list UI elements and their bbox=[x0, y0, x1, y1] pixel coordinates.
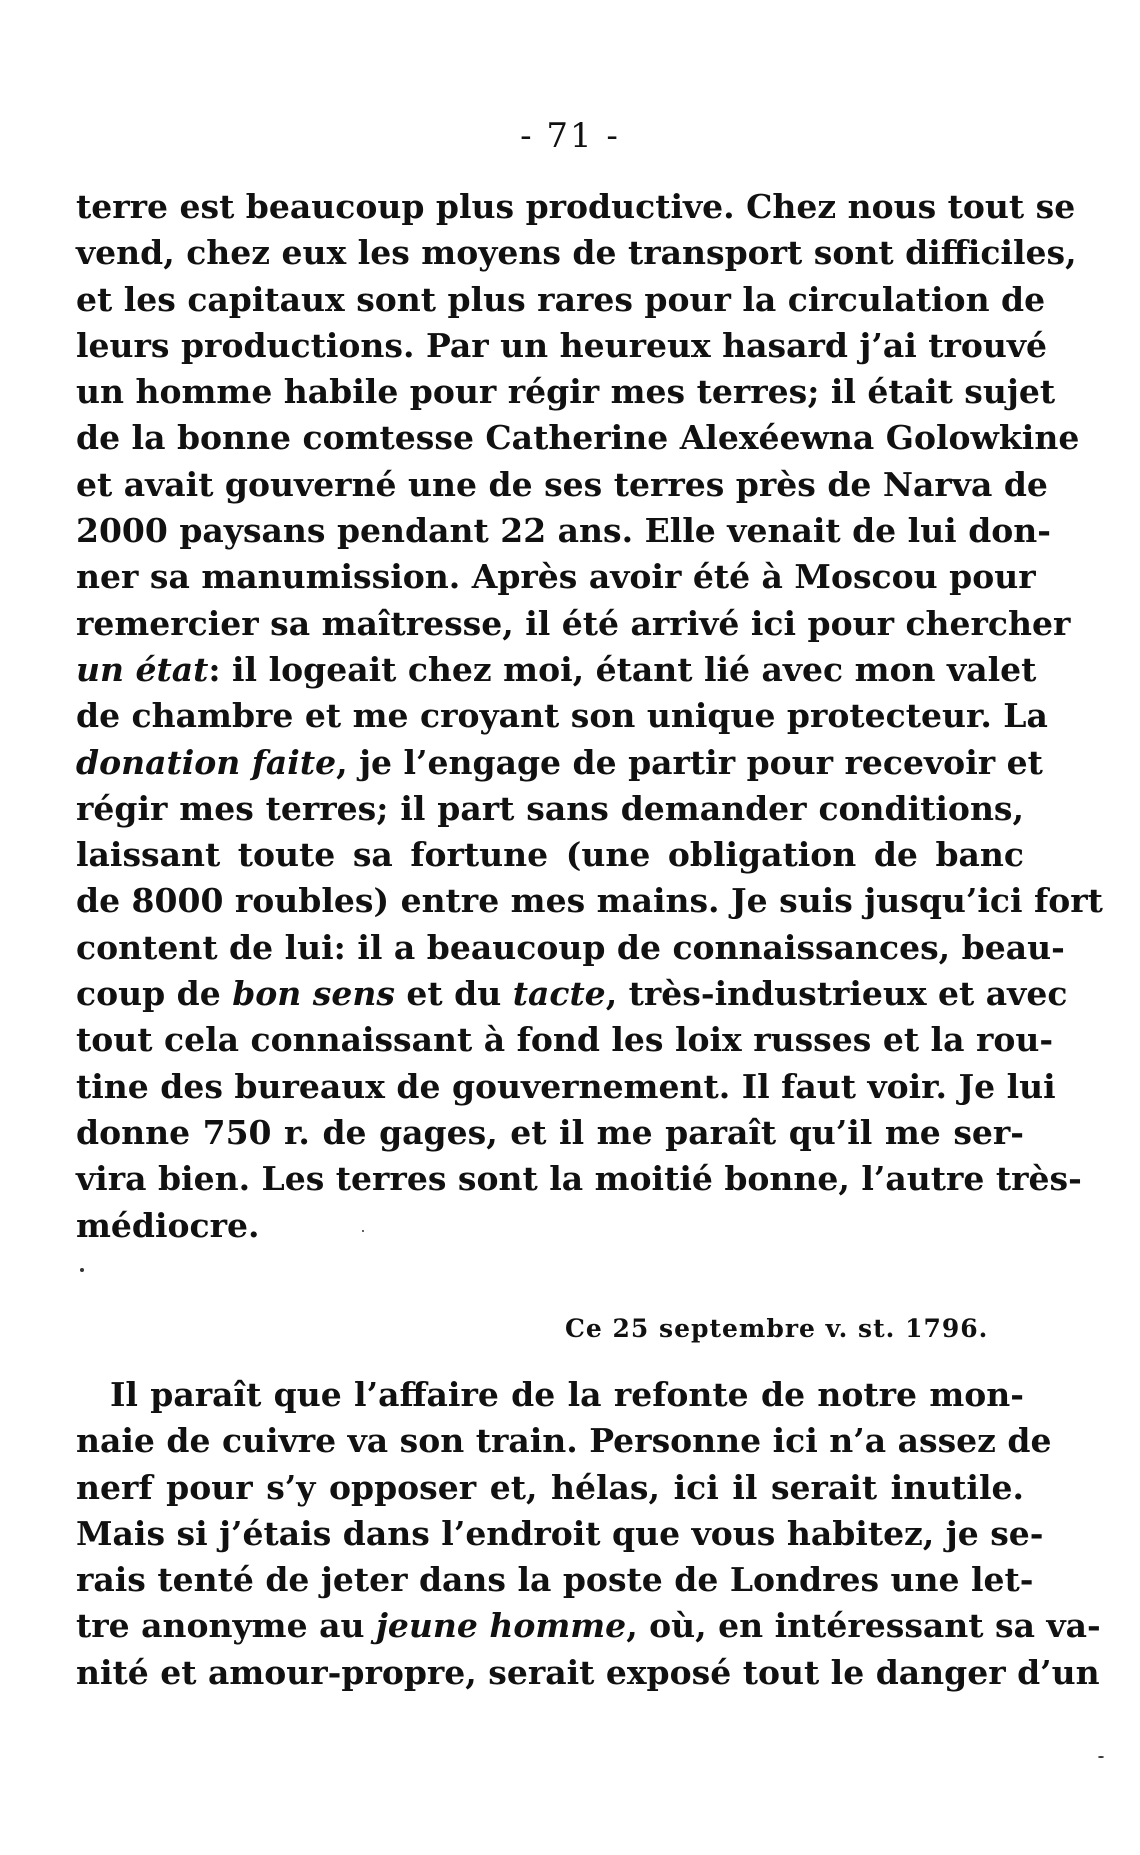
page-number: - 71 - bbox=[520, 116, 620, 156]
text-line: un homme habile pour régir mes terres; il était sujet bbox=[76, 372, 1056, 412]
italic-phrase: bon sens bbox=[232, 974, 395, 1014]
text-line: un état: il logeait chez moi, étant lié avec mon valet bbox=[76, 649, 1037, 689]
italic-phrase: un état bbox=[76, 649, 209, 689]
italic-phrase: jeune homme bbox=[375, 1606, 627, 1646]
italic-phrase: tacte bbox=[512, 974, 606, 1014]
text-line: et les capitaux sont plus rares pour la circulation de bbox=[76, 279, 1046, 319]
text-line: leurs productions. Par un heureux hasard j’ai trouvé bbox=[76, 325, 1048, 365]
ink-speck bbox=[362, 1230, 364, 1232]
text-line: tine des bureaux de gouvernement. Il faut voir. Je lui bbox=[76, 1066, 1056, 1106]
text-line: ner sa manumission. Après avoir été à Moscou pour bbox=[76, 557, 1036, 597]
text-line: de la bonne comtesse Catherine Alexéewna Golowkine bbox=[76, 418, 1080, 458]
text-line: 2000 paysans pendant 22 ans. Elle venait de lui don- bbox=[76, 511, 1051, 551]
text-line: Il paraît que l’affaire de la refonte de notre mon- bbox=[110, 1375, 1024, 1414]
text-line: remercier sa maîtresse, il été arrivé ici pour chercher bbox=[76, 603, 1071, 643]
text-line: terre est beaucoup plus productive. Chez nous tout se bbox=[76, 187, 1076, 226]
text-line: nerf pour s’y opposer et, hélas, ici il serait inutile. bbox=[76, 1467, 1024, 1507]
paragraph-1 bbox=[76, 184, 1103, 1249]
text-line: coup de bon sens et du tacte, très-industrieux et avec bbox=[76, 974, 1068, 1014]
text-line: laissant toute sa fortune (une obligation de banc bbox=[76, 835, 1024, 875]
text-line: vend, chez eux les moyens de transport sont difficiles, bbox=[76, 233, 1077, 273]
ink-speck bbox=[1098, 1756, 1104, 1758]
text-line: naie de cuivre va son train. Personne ici n’a assez de bbox=[76, 1421, 1052, 1461]
italic-phrase: donation faite bbox=[76, 742, 337, 782]
text-line: de 8000 roubles) entre mes mains. Je suis jusqu’ici fort bbox=[76, 881, 1103, 921]
text-line: donation faite, je l’engage de partir pour recevoir et bbox=[76, 742, 1043, 782]
text-line: tout cela connaissant à fond les loix russes et la rou- bbox=[76, 1020, 1054, 1060]
text-line: régir mes terres; il part sans demander conditions, bbox=[76, 788, 1024, 828]
text-line: donne 750 r. de gages, et il me paraît qu’il me ser- bbox=[76, 1112, 1024, 1152]
text-line: de chambre et me croyant son unique protecteur. La bbox=[76, 696, 1048, 736]
text-line: rais tenté de jeter dans la poste de Londres une let- bbox=[76, 1560, 1034, 1600]
text-line: tre anonyme au jeune homme, où, en intéressant sa va- bbox=[76, 1606, 1101, 1646]
text-line: et avait gouverné une de ses terres près de Narva de bbox=[76, 464, 1048, 504]
text-line: vira bien. Les terres sont la moitié bonne, l’autre très- bbox=[76, 1159, 1082, 1199]
text-line: Mais si j’étais dans l’endroit que vous habitez, je se- bbox=[76, 1513, 1044, 1553]
text-line: nité et amour-propre, serait exposé tout le danger d’un bbox=[76, 1652, 1100, 1692]
ink-speck bbox=[80, 1268, 84, 1272]
dateline: Ce 25 septembre v. st. 1796. bbox=[565, 1314, 989, 1343]
text-line: content de lui: il a beaucoup de connaissances, beau- bbox=[76, 927, 1065, 967]
paragraph-2 bbox=[76, 1372, 1101, 1696]
text-line: médiocre. bbox=[76, 1205, 260, 1245]
